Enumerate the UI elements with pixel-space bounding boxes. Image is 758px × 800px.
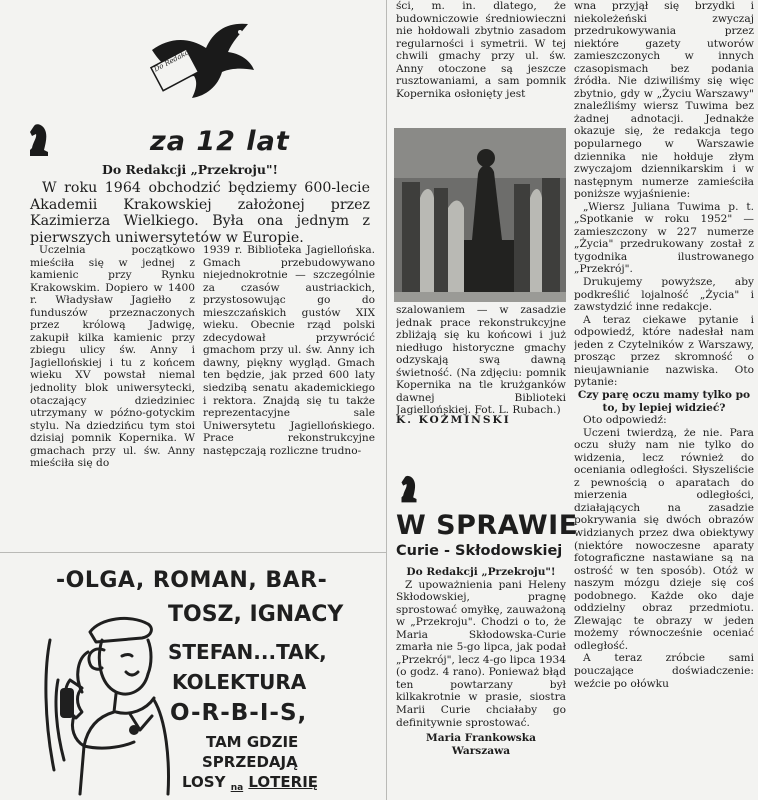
article-paragraph: A teraz zróbcie sami pouczające doświadczenie: weźcie po ołówku	[574, 652, 754, 690]
ad-word-losy: LOSY	[182, 773, 226, 791]
letter-signature: Maria Frankowska	[426, 732, 536, 745]
ad-text-line-7: SPRZEDAJĄ	[202, 753, 298, 771]
dove-letter-text: Do Redakcji	[152, 46, 195, 74]
article-paragraph: Oto odpowiedź:	[583, 414, 667, 427]
ad-text-line-6: TAM GDZIE	[206, 733, 299, 751]
article-za-12-lat	[0, 0, 380, 548]
article-paragraph: A teraz ciekawe pytanie i odpowiedź, które nadesłał nam jeden z Czytelników z Warszawy, prosząc przez skromność o nieujawnianie nazwiska. Oto pytanie:	[574, 313, 754, 389]
headline-w-sprawie: W SPRAWIE	[396, 510, 578, 541]
chess-knight-icon	[26, 122, 52, 158]
ad-text-line-8	[182, 773, 318, 793]
photo-caption	[396, 304, 566, 432]
chess-knight-icon	[398, 474, 420, 504]
photo-image	[394, 128, 566, 302]
article-paragraph: 1939 r. Biblioteka Jagiellońska. Gmach przebudowywano niejednokrotnie — szczególnie za czasów austriackich, przystosowując go do mieszczańskich gustów XIX wieku. Obecnie rząd polski zdecydował przywrócić gmachom przy ul. św. Anny ich dawny, piękny wygląd. Gmach ten będzie, jak przed 600 laty siedzibą senatu akademickiego i rektora. Znajdą się tu także reprezentacyjne sale Uniwersytetu Jagiellońskiego. Prace rekonstrukcyjne następczają rozliczne trudno-	[203, 244, 375, 457]
right-column-article	[574, 0, 754, 800]
ad-word-loterie: LOTERIĘ	[248, 773, 319, 791]
ad-text-line-1: -OLGA, ROMAN, BAR-	[56, 568, 328, 593]
address-line: Do Redakcji „Przekroju"!	[406, 566, 556, 578]
caption-paragraph: szalowaniem — w zasadzie jednak prace rekonstrukcyjne zbliżają się ku końcowi i już niedługo historyczne gmachy odzyskają swą dawną świetność. (Na zdjęciu: pomnik Kopernika na tle krużganków dawnej Biblioteki Jagiellońskiej. Fot. L. Rubach.)	[396, 304, 566, 417]
section-rule	[0, 552, 386, 553]
letter-curie	[396, 566, 566, 800]
article-paragraph: Uczeni twierdzą, że nie. Para oczu służy nam nie tylko do widzenia, lecz również do oceniania odległości. Słyszeliście z pewnością o aparatach do mierzenia odległości, działających na zasadzie pokrywania się dwóch obrazów widzianych przez dwa obiektywy (niektóre nowoczesne aparaty fotograficzne nastawiane są na ostrość w ten sposób). Otóż w naszym mózgu dzieje się coś podobnego. Każde oko daje oddzielny obraz przedmiotu. Zlewając te obrazy w jeden możemy równocześnie oceniać odległość.	[574, 426, 754, 652]
ad-text-line-5: O-R-B-I-S,	[170, 700, 308, 726]
article-paragraph: wna przyjął się brzydki i niekoleżeński zwyczaj przedrukowywania przez niektóre gazety utworów zamieszczonych w innych czasopismach bez podania źródła. Nie dziwiliśmy się więc zbytnio, gdy w „Życiu Warszawy" znaleźliśmy wiersz Tuwima bez żadnej adnotacji. Jednakże okazuje się, że redakcja tego popularnego w Warszawie dziennika nie hołduje złym zwyczajom dziennikarskim i w następnym numerze zamieściła poniższe wyjaśnienie:	[574, 0, 754, 201]
article-column-1	[30, 244, 195, 544]
ad-word-na: na	[230, 783, 244, 793]
article-paragraph: ści, m. in. dlatego, że budowniczowie średniowieczni nie hołdowali zbytnio zasadom regularności i symetrii. W tej chwili gmachy przy ul. św. Anny otoczone są jeszcze rusztowaniami, a sam pomnik Kopernika osłonięty jest	[396, 0, 566, 100]
column-rule	[386, 0, 387, 800]
letter-paragraph: Z upoważnienia pani Heleny Skłodowskiej, pragnę sprostować omyłkę, zauważoną w „Przekroju". Chodzi o to, że Maria Skłodowska-Curie zmarła nie 5-go lipca, jak podał „Przekrój", lecz 4-go lipca 1934 (o godz. 4 rano). Ponieważ błąd ten powtarzany był kilkakrotnie w prasie, siostra Marii Curie chciałaby go definitywnie sprostować.	[396, 578, 566, 729]
article-paragraph: Drukujemy powyższe, aby podkreślić lojalność „Życia" i zawstydzić inne redakcje.	[574, 276, 754, 314]
article-paragraph: Uczelnia początkowo mieściła się w jednej z kamienic przy Rynku Krakowskim. Dopiero w 1400 r. Władysław Jagiełło z funduszów przeznaczonych przez królową Jadwigę, zakupił kilka kamienic przy zbiegu ulicy św. Anny i Jagiellońskiej i tu z końcem wieku XV powstał niemal jednolity blok uniwersytecki, otaczający dziedziniec utrzymany w późno-gotyckim stylu. Na dziedzińcu tym stoi dzisiaj pomnik Kopernika. W gmachach przy ul. św. Anny mieściła się do	[30, 244, 195, 470]
ad-text-line-3: STEFAN...TAK,	[168, 640, 327, 664]
address-line: Do Redakcji „Przekroju"!	[101, 162, 279, 177]
lede-paragraph: W roku 1964 obchodzić będziemy 600-lecie Akademii Krakowskiej założonej przez Kazimierza Wielkiego. Była ona jednym z pierwszych uniwersytetów w Europie.	[30, 180, 370, 246]
orbis-lottery-ad	[30, 560, 372, 800]
author-signature: K. KOŻMIŃSKI	[396, 414, 511, 426]
copernicus-monument-photo	[394, 128, 566, 302]
ad-text-line-4: KOLEKTURA	[172, 670, 307, 694]
ad-text-line-2: TOSZ, IGNACY	[168, 602, 344, 627]
article-column-2	[203, 244, 375, 544]
article-paragraph: „Wiersz Juliana Tuwima p. t. „Spotkanie w roku 1952" — zamieszczony w 227 numerze „Życia" przedrukowany został z tygodnika ilustrowanego „Przekrój".	[574, 200, 754, 276]
subheadline-curie: Curie - Skłodowskiej	[396, 543, 563, 559]
article-continuation	[396, 0, 566, 124]
letter-city: Warszawa	[451, 744, 511, 757]
question-paragraph: Czy parę oczu mamy tylko po to, by lepiej widzieć?	[577, 388, 751, 414]
headline: za 12 lat	[150, 126, 290, 157]
